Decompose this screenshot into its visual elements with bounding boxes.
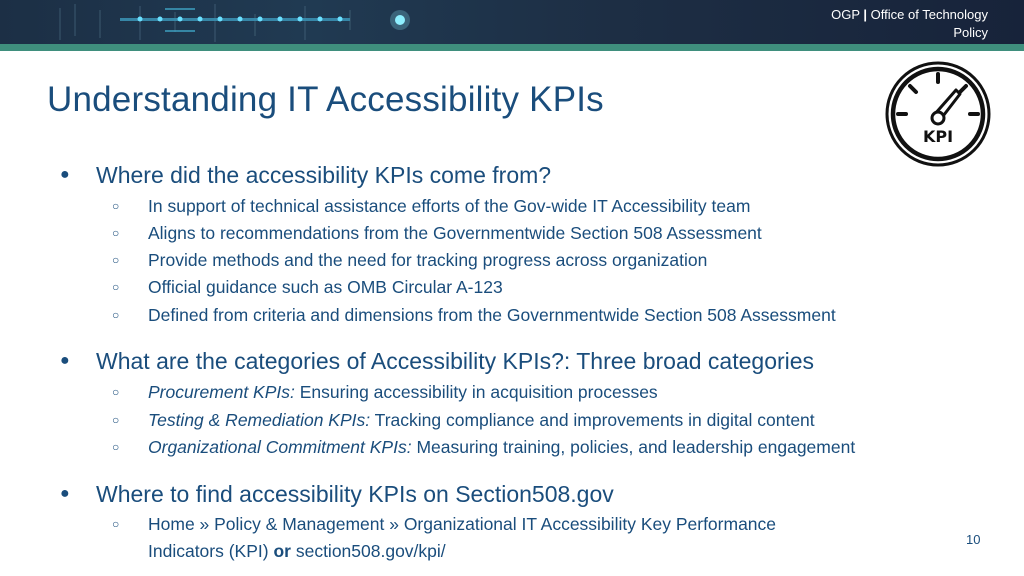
section508-kpi-link[interactable]: section508.gov/kpi/ <box>290 541 446 561</box>
header-stripe <box>0 44 1024 51</box>
org-name <box>748 6 988 42</box>
org-separator: | <box>863 7 868 22</box>
header-banner <box>0 0 1024 44</box>
sub-bullet-icon: ○ <box>112 413 120 427</box>
bullet-icon: ● <box>60 352 70 369</box>
sub-bullet-icon: ○ <box>112 308 120 322</box>
org-name-line1: Office of Technology <box>870 7 988 22</box>
logo-text: KPI <box>922 127 954 146</box>
sub-bullet-icon: ○ <box>112 226 120 240</box>
sub-bullet-icon: ○ <box>112 199 120 213</box>
sub-bullet-icon: ○ <box>112 517 120 531</box>
sub-bullet-icon: ○ <box>112 385 120 399</box>
bullet-icon: ● <box>60 485 70 502</box>
slide-title: Understanding IT Accessibility KPIs <box>47 80 604 119</box>
speedometer-kpi-icon <box>884 60 992 168</box>
sub-bullet-icon: ○ <box>112 253 120 267</box>
org-name-line2: Policy <box>953 25 988 40</box>
sub-bullet-icon: ○ <box>112 440 120 454</box>
bullet-icon: ● <box>60 166 70 183</box>
org-abbrev: OGP <box>831 7 860 22</box>
page-number: 10 <box>966 532 981 547</box>
sub-bullet-icon: ○ <box>112 280 120 294</box>
